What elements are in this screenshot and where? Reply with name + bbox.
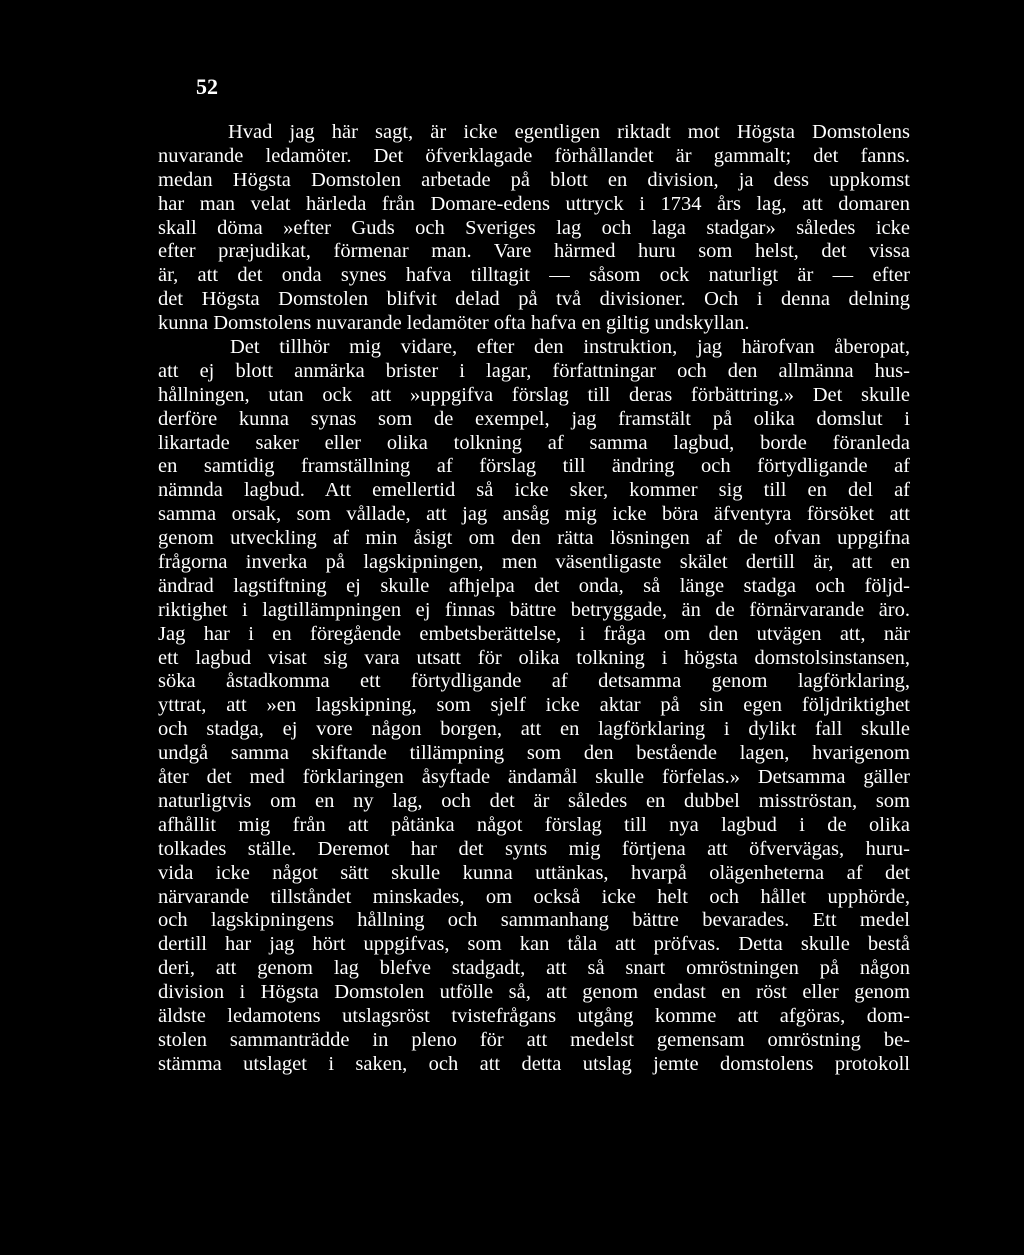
text-line: vida icke något sätt skulle kunna uttänkas, hvarpå olägenheterna af det xyxy=(158,861,910,884)
text-line: genom utveckling af min åsigt om den rätta lösningen af de ofvan uppgifna xyxy=(158,527,910,550)
text-line: nämnda lagbud. Att emellertid så icke sker, kommer sig till en del af xyxy=(158,479,910,502)
text-line: medan Högsta Domstolen arbetade på blott en division, ja dess uppkomst xyxy=(158,168,910,191)
text-line: är, att det onda synes hafva tilltagit — såsom ock naturligt är — efter xyxy=(158,264,910,287)
text-line: ändrad lagstiftning ej skulle afhjelpa det onda, så länge stadga och följd- xyxy=(158,574,910,597)
text-line: samma orsak, som vållade, att jag ansåg mig icke böra äfventyra försöket att xyxy=(158,503,910,526)
text-line: Det tillhör mig vidare, efter den instruktion, jag härofvan åberopat, xyxy=(230,336,910,359)
text-line: yttrat, att »en lagskipning, som sjelf icke aktar på sin egen följdriktighet xyxy=(158,694,910,717)
text-line: efter præjudikat, förmenar man. Vare härmed huru som helst, det vissa xyxy=(158,240,910,263)
text-line: och stadga, ej vore någon borgen, att en lagförklaring i dylikt fall skulle xyxy=(158,718,910,741)
text-line: Hvad jag här sagt, är icke egentligen riktadt mot Högsta Domstolens xyxy=(228,121,910,143)
text-line: derföre kunna synas som de exempel, jag framstält på olika domslut i xyxy=(158,407,910,430)
page-number: 52 xyxy=(196,74,218,99)
text-line: undgå samma skiftande tillämpning som den bestående lagen, hvarigenom xyxy=(158,742,910,765)
text-line: Jag har i en föregående embetsberättelse, i fråga om den utvägen att, när xyxy=(158,622,910,645)
text-line: hållningen, utan ock att »uppgifva förslag till deras förbättring.» Det skulle xyxy=(158,383,910,406)
text-line: frågorna inverka på lagskipningen, men väsentligaste skälet dertill är, att en xyxy=(158,551,910,574)
text-line: en samtidig framställning af förslag till ändring och förtydligande af xyxy=(158,455,910,478)
text-line: riktighet i lagtillämpningen ej finnas bättre betryggade, än de förnärvarande äro. xyxy=(158,598,910,621)
text-line: stämma utslaget i saken, och att detta utslag jemte domstolens protokoll xyxy=(158,1052,910,1075)
text-line: och lagskipningens hållning och sammanhang bättre bevarades. Ett medel xyxy=(158,909,910,932)
text-line: kunna Domstolens nuvarande ledamöter ofta hafva en giltig undskyllan. xyxy=(158,312,750,335)
text-line: afhållit mig från att påtänka något förslag till nya lagbud i de olika xyxy=(158,813,910,836)
text-line: söka åstadkomma ett förtydligande af detsamma genom lagförklaring, xyxy=(158,670,910,693)
text-line: deri, att genom lag blefve stadgadt, att så snart omröstningen på någon xyxy=(158,957,910,980)
text-line: stolen sammanträdde in pleno för att medelst gemensam omröstning be- xyxy=(158,1028,910,1051)
text-line: ett lagbud visat sig vara utsatt för olika tolkning i högsta domstolsinstansen, xyxy=(158,646,910,669)
text-line: har man velat härleda från Domare-edens uttryck i 1734 års lag, att domaren xyxy=(158,192,910,215)
body-text xyxy=(158,121,910,1077)
text-line: nuvarande ledamöter. Det öfverklagade förhållandet är gammalt; det fanns. xyxy=(158,144,910,167)
text-line: skall döma »efter Guds och Sveriges lag och laga stadgar» således icke xyxy=(158,216,910,239)
text-line: närvarande tillståndet minskades, om också icke helt och hållet upphörde, xyxy=(158,885,910,908)
text-line: åter det med förklaringen åsyftade ändamål skulle förfelas.» Detsamma gäller xyxy=(158,766,910,789)
text-line: likartade saker eller olika tolkning af samma lagbud, borde föranleda xyxy=(158,431,910,454)
text-line: äldste ledamotens utslagsröst tvistefrågans utgång komme att afgöras, dom- xyxy=(158,1004,910,1027)
text-line: dertill har jag hört uppgifvas, som kan tåla att pröfvas. Detta skulle bestå xyxy=(158,933,910,956)
text-line: naturligtvis om en ny lag, och det är således en dubbel misströstan, som xyxy=(158,789,910,812)
text-line: tolkades ställe. Deremot har det synts mig förtjena att öfvervägas, huru- xyxy=(158,837,910,860)
text-line: att ej blott anmärka brister i lagar, författningar och den allmänna hus- xyxy=(158,359,910,382)
text-line: division i Högsta Domstolen utfölle så, att genom endast en röst eller genom xyxy=(158,981,910,1004)
text-line: det Högsta Domstolen blifvit delad på två divisioner. Och i denna delning xyxy=(158,288,910,311)
